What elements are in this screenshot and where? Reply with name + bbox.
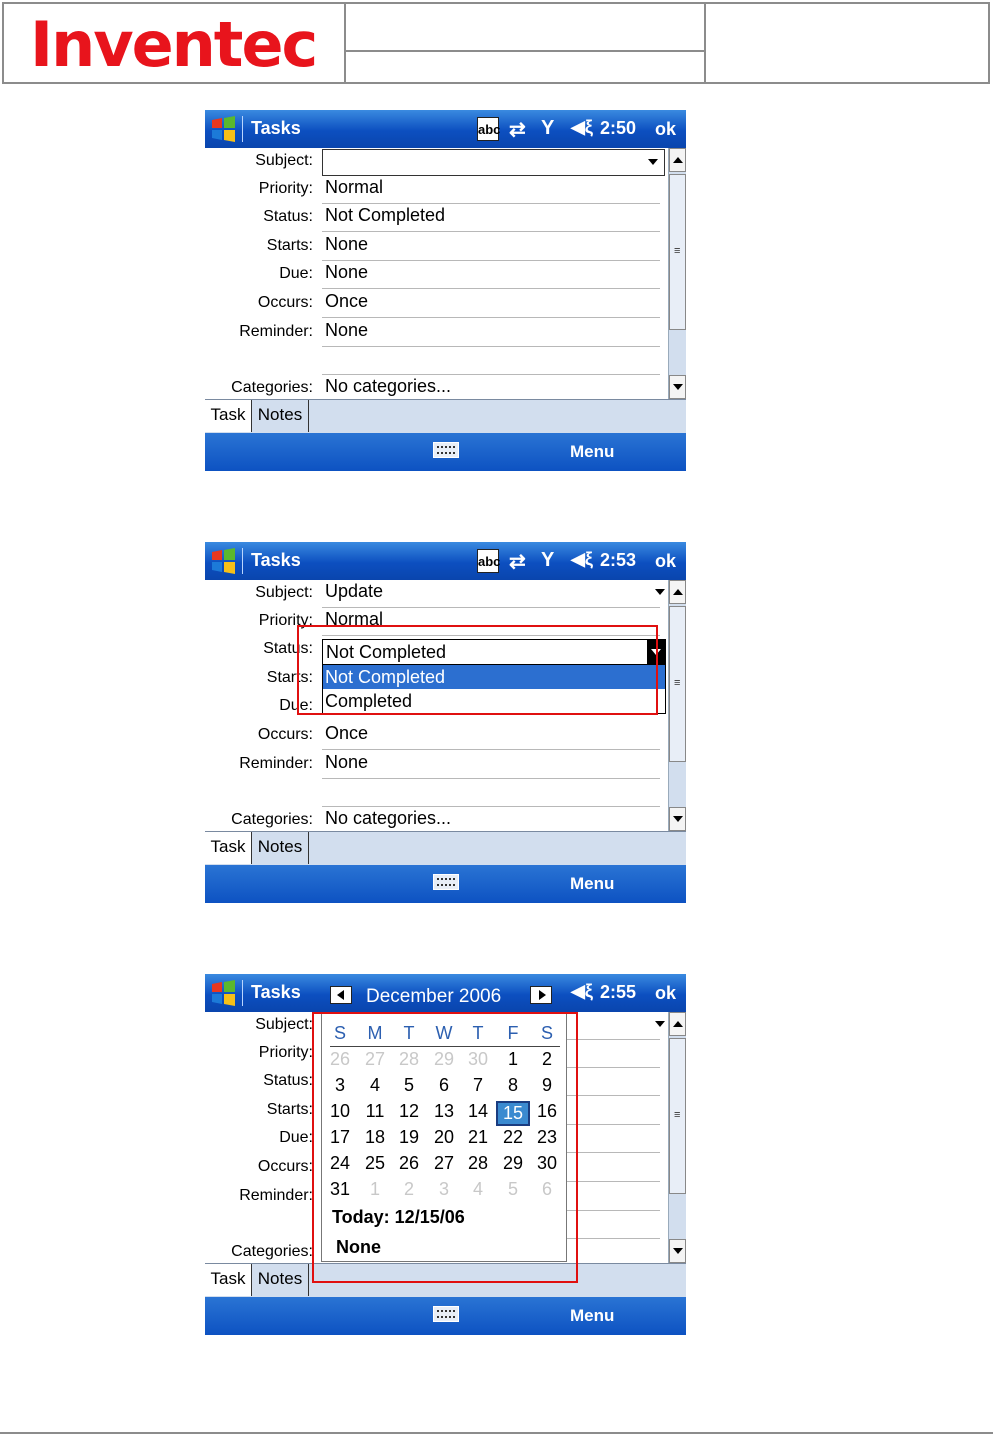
calendar-day[interactable]: 6 bbox=[541, 1179, 552, 1199]
occurs-value[interactable]: Once bbox=[325, 723, 369, 743]
subject-label: Subject: bbox=[255, 1016, 313, 1033]
speaker-icon[interactable]: ◀ξ bbox=[571, 117, 593, 137]
grip-icon: ≡ bbox=[674, 1109, 681, 1121]
calendar-day[interactable]: 5 bbox=[507, 1179, 518, 1199]
priority-label: Priority: bbox=[258, 180, 313, 197]
tab-task[interactable]: Task bbox=[205, 1264, 252, 1296]
calendar-day[interactable]: 9 bbox=[541, 1075, 552, 1095]
inventec-logo: Inventec bbox=[30, 8, 317, 81]
calendar-day[interactable]: 12 bbox=[398, 1101, 420, 1121]
calendar-day[interactable]: 26 bbox=[398, 1153, 420, 1173]
scroll-down-button[interactable] bbox=[669, 375, 686, 399]
grip-icon: ≡ bbox=[674, 677, 681, 689]
document-header bbox=[2, 2, 990, 84]
row-underline bbox=[322, 231, 660, 232]
calendar-day[interactable]: 11 bbox=[365, 1101, 385, 1121]
scroll-up-button[interactable] bbox=[669, 148, 686, 172]
due-row[interactable] bbox=[205, 261, 665, 289]
calendar-today-link[interactable]: Today: 12/15/06 bbox=[332, 1207, 465, 1227]
scrollbar[interactable] bbox=[668, 580, 686, 831]
priority-row[interactable] bbox=[205, 176, 665, 204]
weekday-header: W bbox=[435, 1023, 453, 1043]
priority-label: Priority: bbox=[258, 1044, 313, 1061]
categories-value[interactable]: No categories... bbox=[325, 808, 452, 828]
status-value[interactable]: Not Completed bbox=[325, 205, 446, 225]
title-separator bbox=[242, 116, 243, 142]
sync-icon[interactable]: ⇄ bbox=[509, 551, 526, 573]
header-middle-top-cell bbox=[346, 4, 704, 52]
weekday-header: M bbox=[367, 1023, 383, 1043]
calendar-day[interactable]: 6 bbox=[438, 1075, 449, 1095]
speaker-icon[interactable]: ◀ξ bbox=[571, 981, 593, 1001]
scroll-up-button[interactable] bbox=[669, 1012, 686, 1036]
priority-value[interactable]: Normal bbox=[325, 177, 384, 197]
weekday-header: T bbox=[472, 1023, 484, 1043]
calendar-day[interactable]: 18 bbox=[364, 1127, 386, 1147]
chevron-down-icon[interactable] bbox=[655, 589, 665, 595]
footer-divider bbox=[0, 1432, 993, 1434]
occurs-row[interactable] bbox=[205, 722, 665, 750]
calendar-day[interactable]: 2 bbox=[403, 1179, 414, 1199]
tab-strip bbox=[205, 399, 686, 433]
title-separator bbox=[242, 548, 243, 574]
subject-row[interactable] bbox=[205, 580, 665, 608]
status-label: Status: bbox=[263, 1072, 313, 1089]
reminder-value[interactable]: None bbox=[325, 320, 369, 340]
calendar-day[interactable]: 3 bbox=[334, 1075, 345, 1095]
calendar-day[interactable]: 15 bbox=[496, 1101, 530, 1126]
input-method-icon[interactable]: abc bbox=[477, 549, 499, 573]
starts-label: Starts: bbox=[266, 1101, 313, 1118]
subject-value[interactable]: Update bbox=[325, 581, 384, 601]
app-title: Tasks bbox=[251, 982, 301, 1002]
tab-notes[interactable]: Notes bbox=[252, 400, 309, 432]
due-label: Due: bbox=[279, 697, 313, 714]
reminder-label: Reminder: bbox=[239, 323, 313, 340]
calendar-day[interactable]: 22 bbox=[502, 1127, 524, 1147]
occurs-label: Occurs: bbox=[257, 294, 313, 311]
calendar-day[interactable]: 21 bbox=[467, 1127, 489, 1147]
subject-label: Subject: bbox=[255, 152, 313, 169]
calendar-day[interactable]: 16 bbox=[536, 1101, 558, 1121]
calendar-day[interactable]: 27 bbox=[364, 1049, 386, 1069]
menu-bar bbox=[205, 433, 686, 471]
header-middle-cell bbox=[346, 4, 706, 82]
chevron-down-icon[interactable] bbox=[648, 159, 658, 165]
reminder-label: Reminder: bbox=[239, 1187, 313, 1204]
occurs-label: Occurs: bbox=[257, 1158, 313, 1175]
title-separator bbox=[242, 980, 243, 1006]
tab-task[interactable]: Task bbox=[205, 400, 252, 432]
chevron-down-icon[interactable] bbox=[655, 1021, 665, 1027]
calendar-day[interactable]: 4 bbox=[472, 1179, 483, 1199]
scroll-thumb[interactable] bbox=[669, 606, 686, 762]
weekday-header: S bbox=[540, 1023, 553, 1043]
status-row[interactable] bbox=[205, 204, 665, 232]
screen-task-form bbox=[205, 110, 686, 471]
calendar-day[interactable]: 17 bbox=[329, 1127, 351, 1147]
calendar-day[interactable]: 30 bbox=[467, 1049, 489, 1069]
scroll-up-button[interactable] bbox=[669, 580, 686, 604]
calendar-day[interactable]: 7 bbox=[472, 1075, 483, 1095]
calendar-day[interactable]: 4 bbox=[369, 1075, 380, 1095]
input-method-icon[interactable]: abc bbox=[477, 117, 499, 141]
screen-status-dropdown bbox=[205, 542, 686, 903]
clock[interactable]: 2:55 bbox=[600, 982, 637, 1002]
windows-start-icon[interactable] bbox=[209, 115, 237, 143]
highlight-box bbox=[297, 625, 658, 715]
categories-label: Categories: bbox=[231, 811, 313, 828]
app-title: Tasks bbox=[251, 550, 301, 570]
reminder-label: Reminder: bbox=[239, 755, 313, 772]
subject-input[interactable] bbox=[322, 149, 665, 176]
calendar-day[interactable]: 5 bbox=[403, 1075, 414, 1095]
weekday-header: F bbox=[507, 1023, 519, 1043]
priority-value[interactable]: Normal bbox=[325, 609, 384, 629]
grip-icon: ≡ bbox=[674, 245, 681, 257]
menu-button[interactable]: Menu bbox=[570, 1306, 615, 1325]
ok-button[interactable]: ok bbox=[655, 983, 677, 1003]
calendar-day[interactable]: 29 bbox=[433, 1049, 455, 1069]
calendar-day[interactable]: 2 bbox=[541, 1049, 552, 1069]
next-month-button[interactable] bbox=[530, 986, 552, 1004]
status-label: Status: bbox=[263, 208, 313, 225]
scroll-down-button[interactable] bbox=[669, 807, 686, 831]
signal-icon[interactable]: Y bbox=[541, 549, 555, 571]
menu-button[interactable]: Menu bbox=[570, 874, 615, 893]
status-option-not-completed[interactable]: Not Completed bbox=[323, 665, 665, 689]
calendar-day[interactable]: 23 bbox=[536, 1127, 558, 1147]
starts-row[interactable] bbox=[205, 233, 665, 261]
reminder-row[interactable] bbox=[205, 319, 665, 347]
calendar-day[interactable]: 1 bbox=[507, 1049, 518, 1069]
calendar-day[interactable]: 1 bbox=[369, 1179, 380, 1199]
due-label: Due: bbox=[279, 1129, 313, 1146]
clock[interactable]: 2:50 bbox=[600, 118, 637, 138]
calendar-day[interactable]: 13 bbox=[433, 1101, 455, 1121]
calendar-day[interactable]: 26 bbox=[329, 1049, 351, 1069]
calendar-day[interactable]: 20 bbox=[433, 1127, 455, 1147]
windows-start-icon[interactable] bbox=[209, 547, 237, 575]
calendar-day[interactable]: 28 bbox=[467, 1153, 489, 1173]
scroll-thumb[interactable] bbox=[669, 174, 686, 330]
clock[interactable]: 2:53 bbox=[600, 550, 637, 570]
calendar-day[interactable]: 30 bbox=[536, 1153, 558, 1173]
tab-strip bbox=[205, 831, 686, 865]
weekday-header: T bbox=[403, 1023, 415, 1043]
sync-icon[interactable]: ⇄ bbox=[509, 119, 526, 141]
calendar-day[interactable]: 27 bbox=[433, 1153, 455, 1173]
keyboard-icon[interactable] bbox=[433, 874, 459, 890]
menu-bar bbox=[205, 865, 686, 903]
calendar-month[interactable]: December 2006 bbox=[366, 986, 502, 1007]
ok-button[interactable]: ok bbox=[655, 119, 677, 139]
highlight-box bbox=[312, 1012, 578, 1283]
occurs-label: Occurs: bbox=[257, 726, 313, 743]
occurs-value[interactable]: Once bbox=[325, 291, 369, 311]
row-underline bbox=[322, 288, 660, 289]
categories-value[interactable]: No categories... bbox=[325, 376, 452, 396]
scroll-down-button[interactable] bbox=[669, 1239, 686, 1263]
calendar-day[interactable]: 25 bbox=[364, 1153, 386, 1173]
status-dropdown-value: Not Completed bbox=[326, 642, 447, 662]
reminder-row[interactable] bbox=[205, 751, 665, 779]
tab-task[interactable]: Task bbox=[205, 832, 252, 864]
tab-notes[interactable]: Notes bbox=[252, 1264, 309, 1296]
app-title: Tasks bbox=[251, 118, 301, 138]
calendar-day[interactable]: 31 bbox=[329, 1179, 351, 1199]
row-underline bbox=[322, 317, 660, 318]
row-underline bbox=[322, 749, 660, 750]
calendar-day[interactable]: 14 bbox=[467, 1101, 489, 1121]
subject-row bbox=[205, 148, 665, 176]
blank-row[interactable] bbox=[205, 347, 665, 375]
calendar-day[interactable]: 28 bbox=[398, 1049, 420, 1069]
calendar-day[interactable]: 19 bbox=[398, 1127, 420, 1147]
categories-label: Categories: bbox=[231, 1243, 313, 1260]
calendar-day[interactable]: 3 bbox=[438, 1179, 449, 1199]
menu-bar bbox=[205, 1297, 686, 1335]
title-bar bbox=[205, 542, 686, 580]
calendar-day[interactable]: 24 bbox=[329, 1153, 351, 1173]
windows-start-icon[interactable] bbox=[209, 979, 237, 1007]
subject-label: Subject: bbox=[255, 584, 313, 601]
ok-button[interactable]: ok bbox=[655, 551, 677, 571]
menu-button[interactable]: Menu bbox=[570, 442, 615, 461]
categories-label: Categories: bbox=[231, 379, 313, 396]
scrollbar[interactable] bbox=[668, 148, 686, 399]
title-bar bbox=[205, 110, 686, 148]
starts-label: Starts: bbox=[266, 669, 313, 686]
scrollbar[interactable] bbox=[668, 1012, 686, 1263]
signal-icon[interactable]: Y bbox=[541, 117, 555, 139]
occurs-row[interactable] bbox=[205, 290, 665, 318]
calendar-day[interactable]: 10 bbox=[329, 1101, 351, 1121]
priority-label: Priority: bbox=[258, 612, 313, 629]
blank-row[interactable] bbox=[205, 779, 665, 807]
status-option-completed[interactable]: Completed bbox=[325, 691, 413, 711]
due-label: Due: bbox=[279, 265, 313, 282]
screen-date-picker bbox=[205, 974, 686, 1335]
starts-value[interactable]: None bbox=[325, 234, 369, 254]
previous-month-button[interactable] bbox=[330, 986, 352, 1004]
starts-label: Starts: bbox=[266, 237, 313, 254]
keyboard-icon[interactable] bbox=[433, 442, 459, 458]
weekday-header: S bbox=[333, 1023, 346, 1043]
speaker-icon[interactable]: ◀ξ bbox=[571, 549, 593, 569]
scroll-thumb[interactable] bbox=[669, 1038, 686, 1194]
status-label: Status: bbox=[263, 640, 313, 657]
calendar-none-option[interactable]: None bbox=[336, 1237, 381, 1257]
tab-notes[interactable]: Notes bbox=[252, 832, 309, 864]
keyboard-icon[interactable] bbox=[433, 1306, 459, 1322]
calendar-day[interactable]: 29 bbox=[502, 1153, 524, 1173]
reminder-value[interactable]: None bbox=[325, 752, 369, 772]
calendar-day[interactable]: 8 bbox=[507, 1075, 518, 1095]
logo-cell bbox=[4, 4, 346, 82]
due-value[interactable]: None bbox=[325, 262, 369, 282]
calendar-header bbox=[321, 974, 567, 1012]
